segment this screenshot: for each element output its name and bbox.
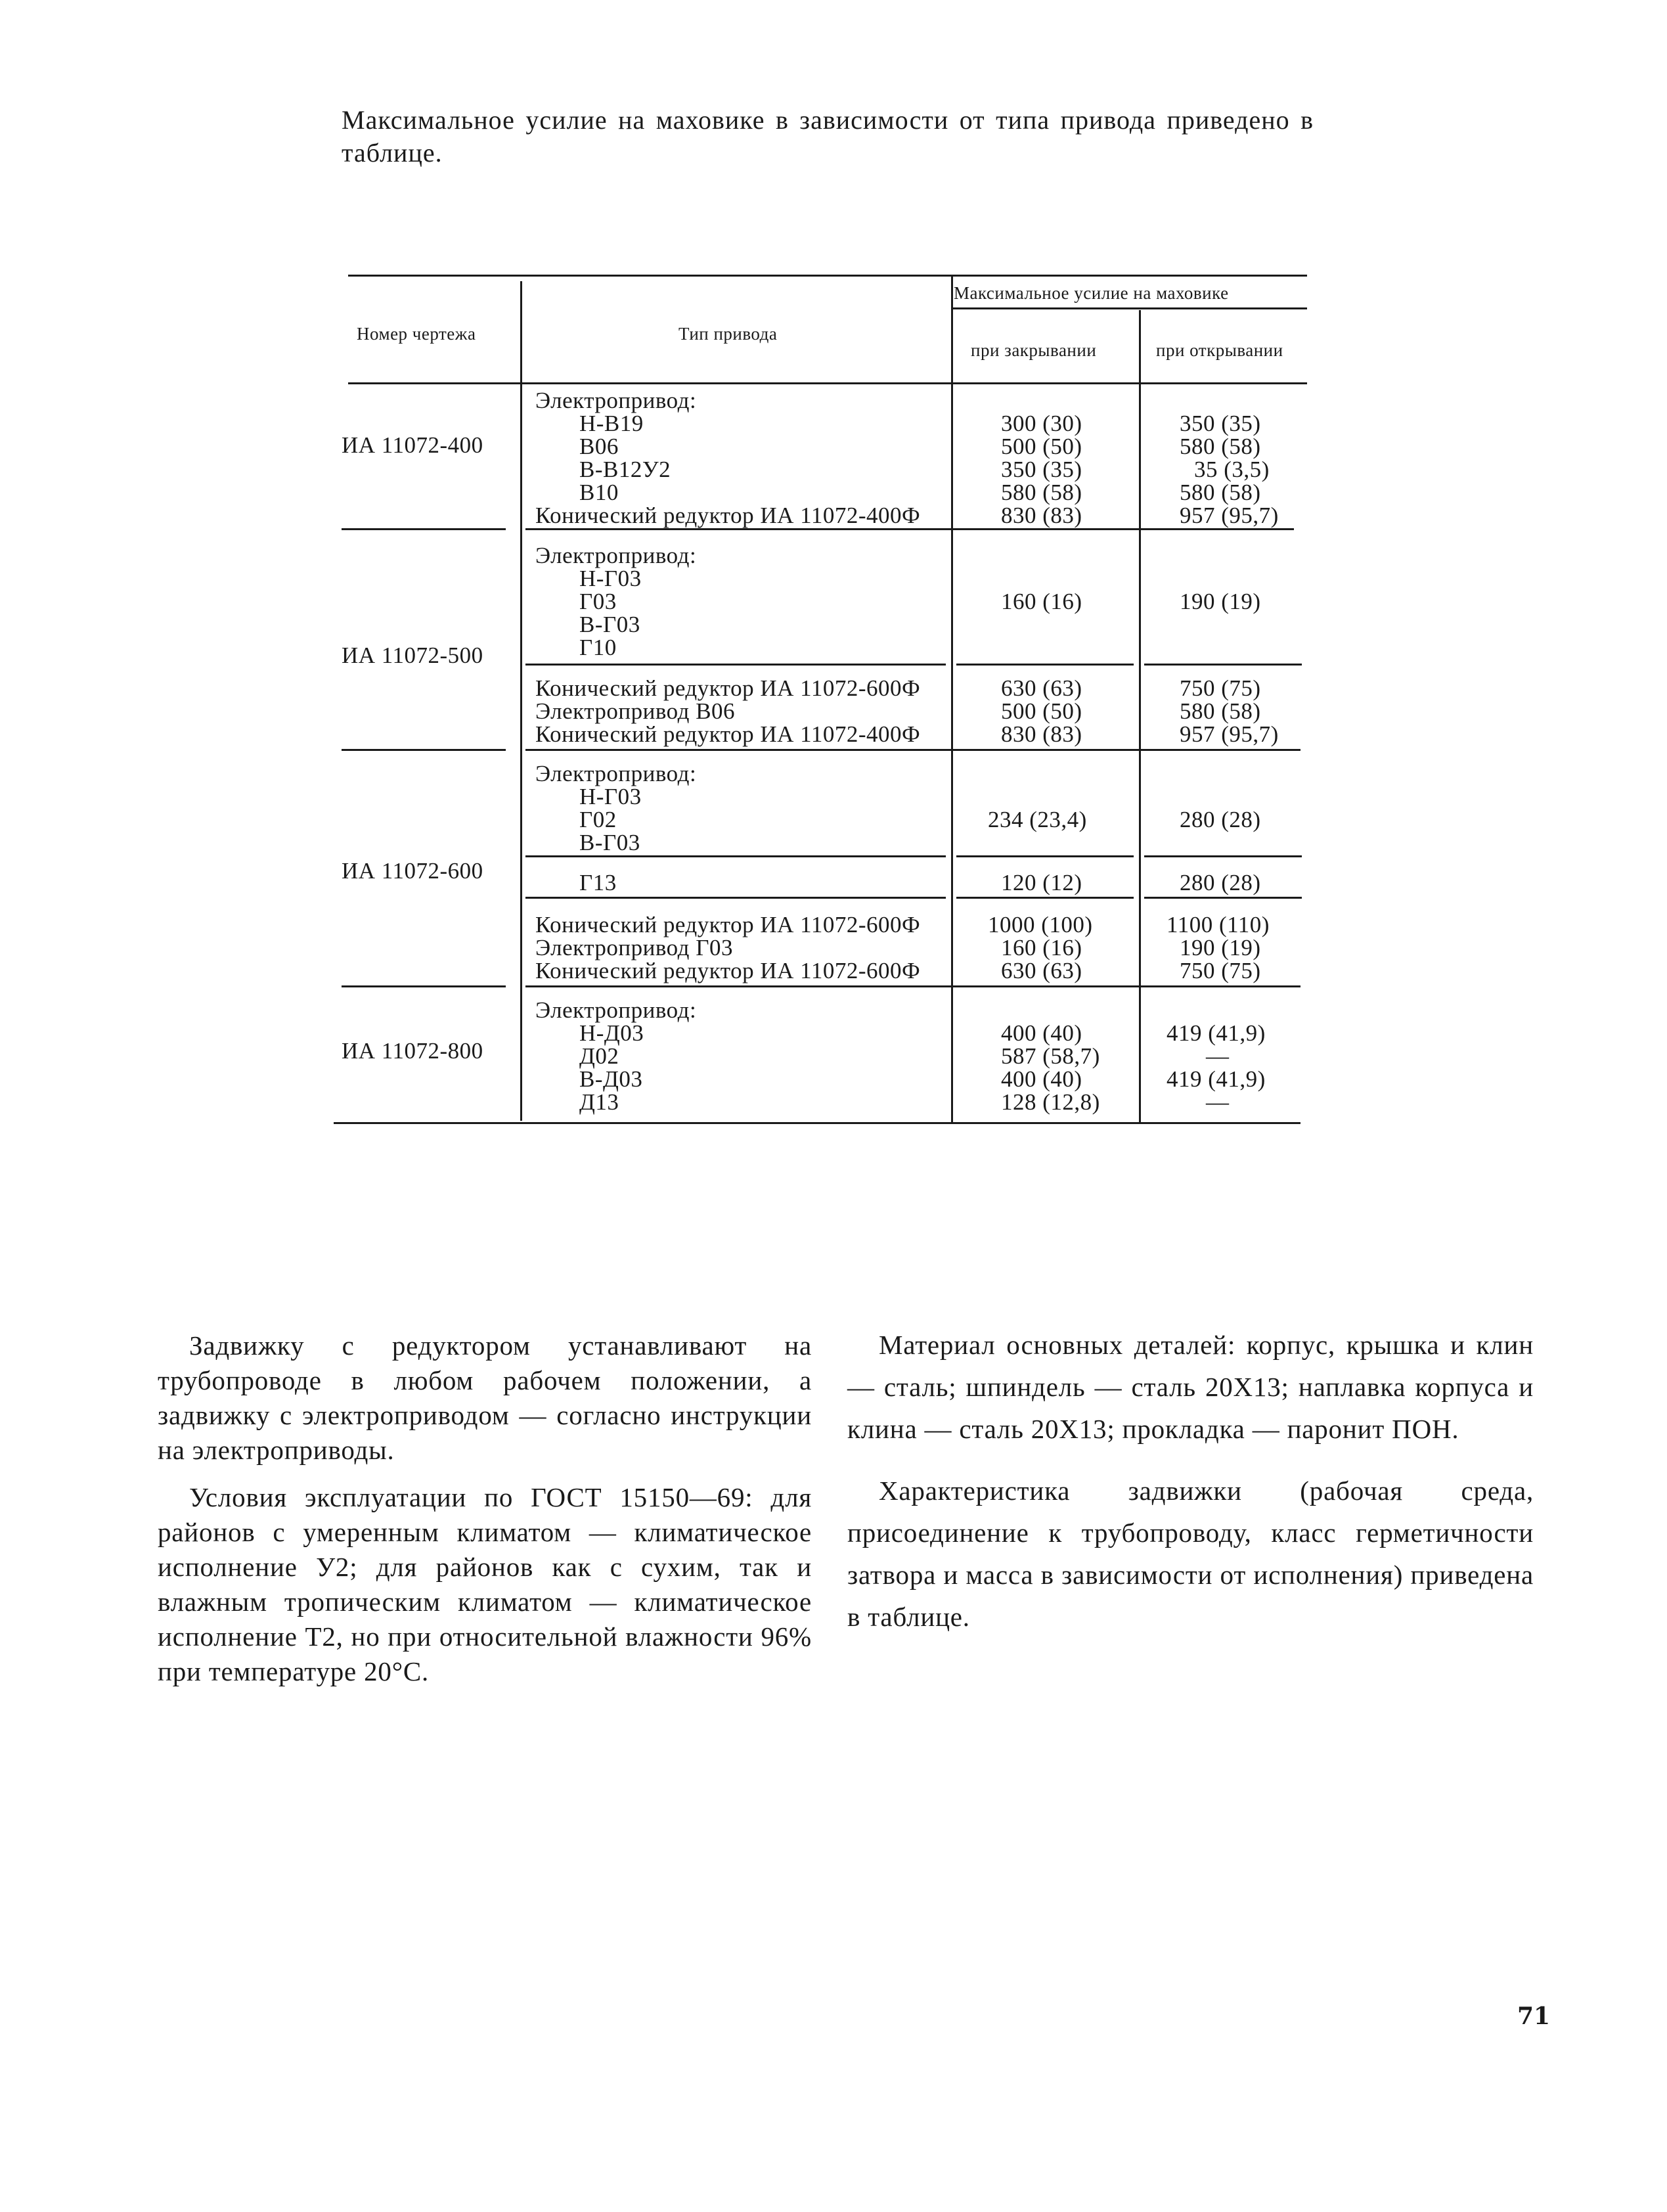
closing-value: 500 (50): [1001, 434, 1082, 459]
closing-value: 830 (83): [1001, 721, 1082, 747]
subgroup-rule: [1144, 855, 1302, 857]
group-rule: [342, 985, 506, 987]
group-rule: [525, 985, 1300, 987]
closing-value: 830 (83): [1001, 503, 1082, 528]
subgroup-rule: [1144, 664, 1302, 666]
opening-value: 35 (3,5): [1194, 457, 1270, 482]
drawing-number: ИА 11072-800: [342, 1038, 483, 1064]
drive-type: Конический редуктор ИА 11072-400Ф: [535, 503, 921, 528]
closing-value: 300 (30): [1001, 411, 1082, 436]
drive-label: Электропривод:: [535, 997, 697, 1023]
closing-value: 234 (23,4): [988, 807, 1087, 832]
left-text-column: [158, 1328, 812, 1702]
drive-type: Д13: [579, 1089, 619, 1115]
drive-type: В-Д03: [579, 1066, 643, 1092]
opening-value: —: [1206, 1043, 1230, 1069]
col-divider-3: [1139, 310, 1141, 1122]
drive-type: Конический редуктор ИА 11072-400Ф: [535, 721, 921, 747]
drive-label: Электропривод:: [535, 388, 697, 413]
drive-type: В10: [579, 480, 619, 505]
opening-value: 580 (58): [1180, 698, 1261, 724]
header-opening: при открывании: [1156, 340, 1283, 360]
subgroup-rule: [956, 855, 1134, 857]
force-header-rule: [951, 307, 1307, 309]
closing-value: 1000 (100): [988, 912, 1093, 937]
opening-value: —: [1206, 1089, 1230, 1115]
drive-type: Н-Д03: [579, 1020, 644, 1046]
drive-type: Электропривод В06: [535, 698, 736, 724]
motor-type: Н-Г03: [579, 784, 642, 809]
group-rule: [342, 749, 506, 751]
paragraph: Характеристика задвижки (рабочая среда, присоединение к трубопроводу, класс герметичности затвора и масса в зависимости от исполнения) приведена в таблице.: [847, 1476, 1534, 1632]
opening-value: 750 (75): [1180, 675, 1261, 701]
drive-type: Конический редуктор ИА 11072-600Ф: [535, 958, 921, 983]
motor-type: Г02: [579, 807, 617, 832]
closing-value: 160 (16): [1001, 589, 1082, 614]
motor-type: Н-Г03: [579, 566, 642, 591]
drive-type: В-В12У2: [579, 457, 671, 482]
drive-type: Г13: [579, 870, 617, 895]
paragraph: Условия эксплуатации по ГОСТ 15150—69: для районов с умеренным климатом — климатическое исполнение У2; для районов как с сухим, так и влажным тропическим климатом — климатическое исполнение Т2, но при относительной влажности 96% при температуре 20°С.: [158, 1482, 812, 1686]
drive-label: Электропривод:: [535, 543, 697, 568]
drive-type: Конический редуктор ИА 11072-600Ф: [535, 912, 921, 937]
closing-value: 120 (12): [1001, 870, 1082, 895]
drive-label: Электропривод:: [535, 761, 697, 786]
closing-value: 630 (63): [1001, 958, 1082, 983]
drawing-number: ИА 11072-600: [342, 858, 483, 884]
closing-value: 160 (16): [1001, 935, 1082, 960]
opening-value: 957 (95,7): [1180, 721, 1279, 747]
subgroup-rule: [525, 855, 946, 857]
header-drive-type: Тип привода: [678, 324, 778, 344]
paragraph: Материал основных деталей: корпус, крышка и клин — сталь; шпиндель — сталь 20Х13; наплавка корпуса и клина — сталь 20Х13; прокладка — паронит ПОН.: [847, 1330, 1534, 1444]
drawing-number: ИА 11072-400: [342, 432, 483, 458]
col-divider-1: [520, 281, 522, 1121]
drive-type: В06: [579, 434, 619, 459]
opening-value: 580 (58): [1180, 480, 1261, 505]
header-closing: при закрывании: [971, 340, 1097, 360]
group-rule: [525, 749, 1300, 751]
page-number: 71: [1517, 2002, 1551, 2030]
motor-type: В-Г03: [579, 612, 640, 637]
paragraph: Задвижку с редуктором устанавливают на трубопроводе в любом рабочем положении, а задвижку с электроприводом — согласно инструкции на электроприводы.: [158, 1330, 812, 1465]
closing-value: 630 (63): [1001, 675, 1082, 701]
opening-value: 419 (41,9): [1167, 1066, 1266, 1092]
group-rule: [342, 528, 506, 530]
opening-value: 190 (19): [1180, 589, 1261, 614]
closing-value: 128 (12,8): [1001, 1089, 1100, 1115]
intro-paragraph: Максимальное усилие на маховике в зависимости от типа привода приведено в таблице.: [342, 105, 1314, 168]
opening-value: 350 (35): [1180, 411, 1261, 436]
closing-value: 400 (40): [1001, 1066, 1082, 1092]
opening-value: 1100 (110): [1167, 912, 1270, 937]
group-rule: [525, 528, 1294, 530]
table-bottom-rule: [334, 1122, 1300, 1124]
header-bottom-rule: [348, 382, 1307, 384]
col-divider-2: [951, 275, 953, 1122]
drive-type: Электропривод Г03: [535, 935, 733, 960]
closing-value: 500 (50): [1001, 698, 1082, 724]
subgroup-rule: [525, 897, 946, 899]
motor-type: Г10: [579, 635, 617, 660]
opening-value: 190 (19): [1180, 935, 1261, 960]
subgroup-rule: [525, 664, 946, 666]
opening-value: 580 (58): [1180, 434, 1261, 459]
closing-value: 400 (40): [1001, 1020, 1082, 1046]
subgroup-rule: [956, 897, 1134, 899]
drive-type: Д02: [579, 1043, 619, 1069]
closing-value: 350 (35): [1001, 457, 1082, 482]
drive-type: Н-В19: [579, 411, 644, 436]
header-max-force: Максимальное усилие на маховике: [954, 283, 1229, 303]
opening-value: 280 (28): [1180, 870, 1261, 895]
drawing-number: ИА 11072-500: [342, 643, 483, 668]
right-text-column: [847, 1324, 1534, 1658]
opening-value: 957 (95,7): [1180, 503, 1279, 528]
opening-value: 280 (28): [1180, 807, 1261, 832]
subgroup-rule: [1144, 897, 1302, 899]
motor-type: В-Г03: [579, 830, 640, 855]
table-top-rule: [348, 275, 1307, 277]
opening-value: 419 (41,9): [1167, 1020, 1266, 1046]
header-drawing: Номер чертежа: [357, 324, 476, 344]
drive-type: Конический редуктор ИА 11072-600Ф: [535, 675, 921, 701]
opening-value: 750 (75): [1180, 958, 1261, 983]
closing-value: 587 (58,7): [1001, 1043, 1100, 1069]
closing-value: 580 (58): [1001, 480, 1082, 505]
motor-type: Г03: [579, 589, 617, 614]
subgroup-rule: [956, 664, 1134, 666]
